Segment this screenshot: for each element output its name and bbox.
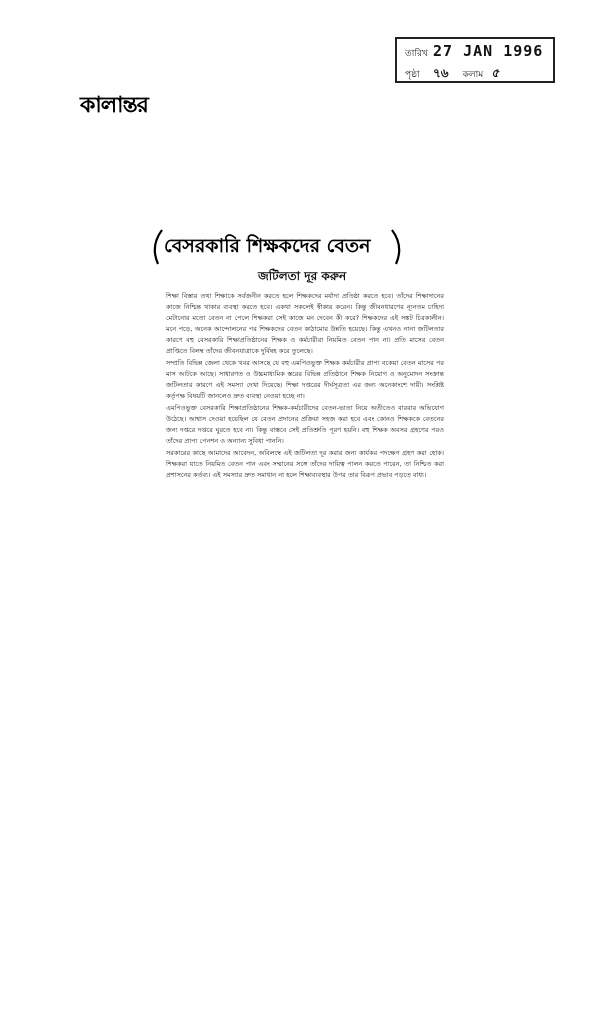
article-paragraph: সরকারের কাছে আমাদের আবেদন, অবিলম্বে এই জটিলতা দূর করার জন্য কার্যকর পদক্ষেপ গ্রহণ করা হোক। শিক্ষকরা যাতে নিয়মিত বেতন পান এবং সম্মানের সঙ্গে তাঁদের দায়িত্ব পালন করতে পারেন, তা নিশ্চিত করা প্রশাসনের কর্তব্য। এই সমস্যার দ্রুত সমাধান না হলে শিক্ষাব্যবস্থার উপর তার বিরূপ প্রভাব পড়তে বাধ্য। xyxy=(166,449,444,479)
article-subheadline: জটিলতা দূর করুন xyxy=(258,269,347,283)
stamp-page-value: ৭৬ xyxy=(433,66,449,80)
article-paragraph: শিক্ষা বিস্তার তথা শিক্ষাকে সর্বজনীন করতে হলে শিক্ষকদের মর্যাদা প্রতিষ্ঠা করতে হবে। তাঁদের শিক্ষাদানের কাজে নিশ্চিন্ত থাকার ব্যবস্থা করতে হবে। একথা সকলেই স্বীকার করেন। কিন্তু জীবনধারণের ন্যূনতম চাহিদা মেটানোর মতো বেতন না পেলে শিক্ষকরা সেই কাজে মন দেবেন কী করে? শিক্ষকদের এই সঙ্কট চিরকালীন। মনে পড়ে, অনেক আন্দোলনের পর শিক্ষকদের বেতন কাঠামোর উন্নতি হয়েছে। কিন্তু এখনও নানা জটিলতার কারণে বহু বেসরকারি শিক্ষাপ্রতিষ্ঠানের শিক্ষক ও কর্মচারীরা নিয়মিত বেতন পান না। প্রতি মাসের বেতন প্রাপ্তিতে বিলম্ব তাঁদের জীবনযাত্রাকে দুর্বিষহ করে তুলেছে। xyxy=(166,292,444,355)
article-paragraph: এমপিওভুক্ত বেসরকারি শিক্ষাপ্রতিষ্ঠানের শিক্ষক-কর্মচারীদের বেতন-ভাতা নিয়ে অতীতেও বারবার অভিযোগ উঠেছে। আশ্বাস দেওয়া হয়েছিল যে বেতন প্রদানের প্রক্রিয়া সহজ করা হবে এবং কোনও শিক্ষককে বেতনের জন্য দপ্তরে দপ্তরে ঘুরতে হবে না। কিন্তু বাস্তবে সেই প্রতিশ্রুতি পূরণ হয়নি। বহু শিক্ষক অবসর গ্রহণের পরও তাঁদের প্রাপ্য পেনশন ও অন্যান্য সুবিধা পাননি। xyxy=(166,404,444,445)
article-headline: বেসরকারি শিক্ষকদের বেতন xyxy=(164,235,371,257)
stamp-date-label: তারিখ xyxy=(405,49,428,59)
stamp-column-label: কলাম xyxy=(462,70,484,80)
article-body xyxy=(166,291,444,482)
stamp-page-label: পৃষ্ঠা xyxy=(405,70,420,80)
stamp-column-value: ৫ xyxy=(491,66,500,80)
article-headline-block xyxy=(148,226,406,266)
stamp-date-row xyxy=(405,42,545,64)
article-paragraph: সম্প্রতি বিভিন্ন জেলা থেকে খবর আসছে যে বহু এমপিওভুক্ত শিক্ষক কর্মচারীর প্রাপ্য বকেয়া বেতন মাসের পর মাস আটকে আছে। সাধারণত ও উচ্চমাধ্যমিক স্তরের বিভিন্ন প্রতিষ্ঠানে শিক্ষক নিয়োগ ও অনুমোদন সংক্রান্ত জটিলতার কারণে এই সমস্যা দেখা দিয়েছে। শিক্ষা দপ্তরের দীর্ঘসূত্রতা এর জন্য অনেকাংশে দায়ী। সংশ্লিষ্ট কর্তৃপক্ষ বিষয়টি জানলেও দ্রুত ব্যবস্থা নেওয়া হচ্ছে না। xyxy=(166,359,444,400)
newspaper-masthead: কালান্তর xyxy=(80,92,148,118)
stamp-date-value: 27 JAN 1996 xyxy=(433,42,544,60)
stamp-page-row xyxy=(405,64,545,85)
archive-date-stamp xyxy=(395,37,555,83)
